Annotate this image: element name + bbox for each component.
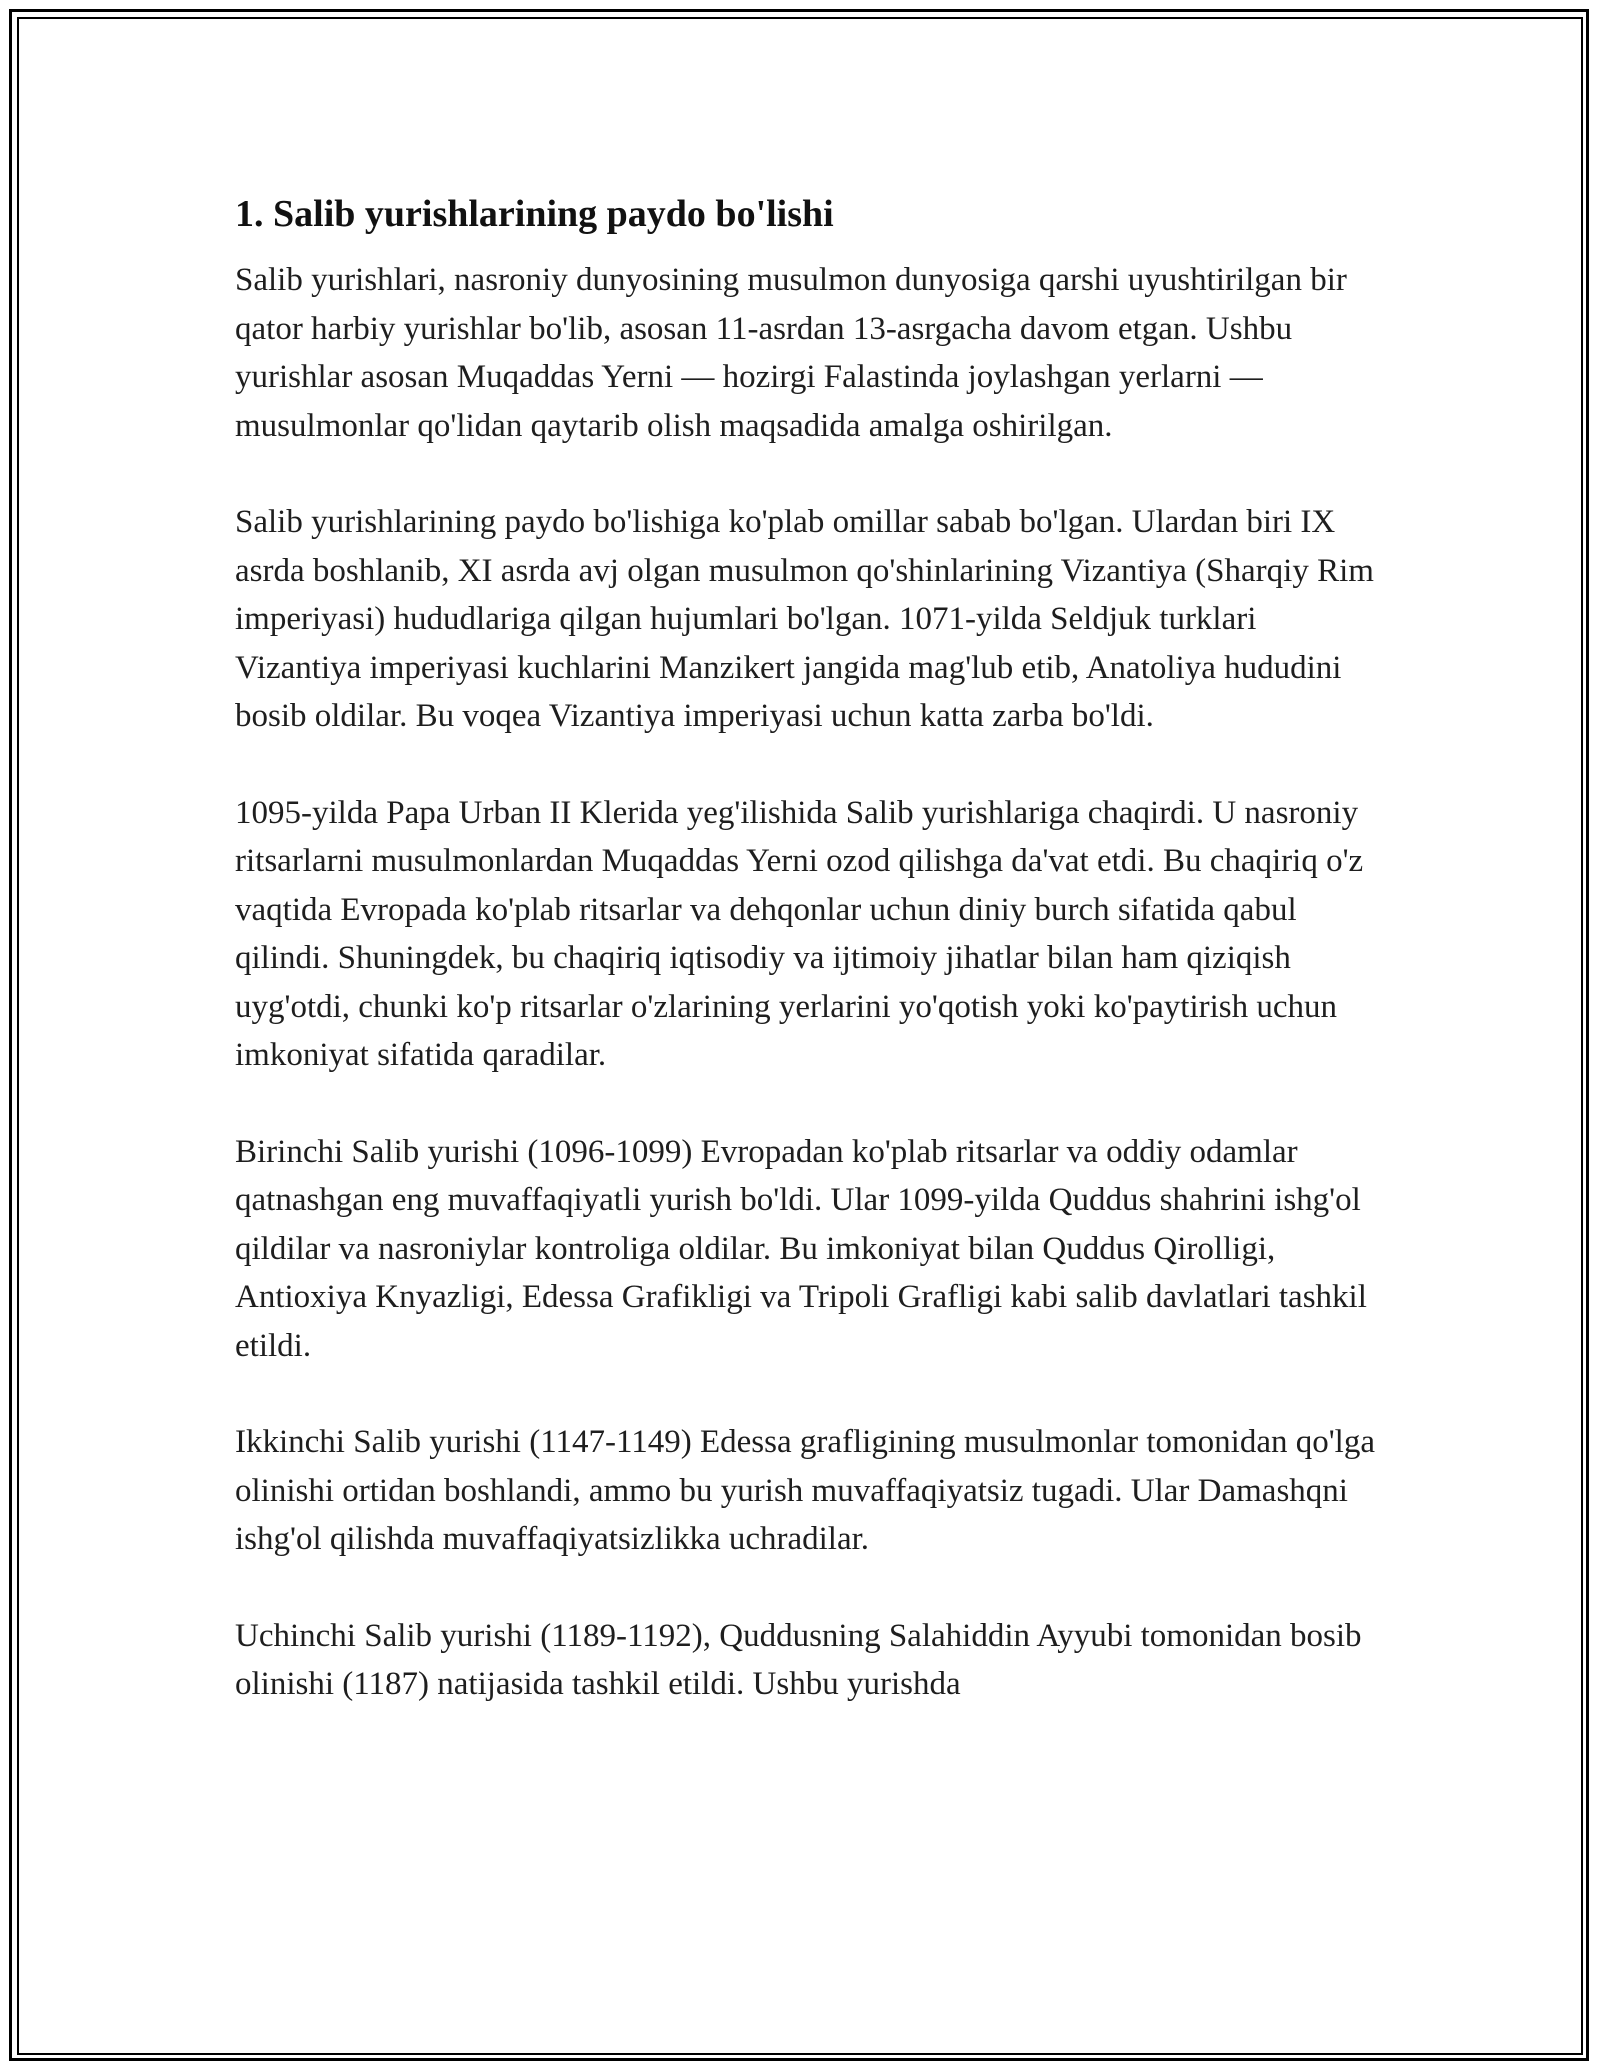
- document-page: [235, 190, 1375, 1757]
- paragraph-5: Ikkinchi Salib yurishi (1147-1149) Edessa grafligining musulmonlar tomonidan qo'lga olinishi ortidan boshlandi, ammo bu yurish muvaffaqiyatsiz tugadi. Ular Damashqni ishg'ol qilishda muvaffaqiyatsizlikka uchradilar.: [235, 1424, 1375, 1557]
- paragraph-4: Birinchi Salib yurishi (1096-1099) Evropadan ko'plab ritsarlar va oddiy odamlar qatnashgan eng muvaffaqiyatli yurish bo'ldi. Ular 1099-yilda Quddus shahrini ishg'ol qildilar va nasroniylar kontroliga oldilar. Bu imkoniyat bilan Quddus Qirolligi, Antioxiya Knyazligi, Edessa Grafikligi va Tripoli Grafligi kabi salib davlatlari tashkil etildi.: [235, 1133, 1367, 1364]
- paragraph-6: Uchinchi Salib yurishi (1189-1192), Quddusning Salahiddin Ayyubi tomonidan bosib olinishi (1187) natijasida tashkil etildi. Ushbu yurishda: [235, 1617, 1362, 1702]
- paragraph-1: Salib yurishlari, nasroniy dunyosining musulmon dunyosiga qarshi uyushtirilgan bir qator harbiy yurishlar bo'lib, asosan 11-asrdan 13-asrgacha davom etgan. Ushbu yurishlar asosan Muqaddas Yerni — hozirgi Falastinda joylashgan yerlarni — musulmonlar qo'lidan qaytarib olish maqsadida amalga oshirilgan.: [235, 262, 1347, 444]
- paragraph-3: 1095-yilda Papa Urban II Klerida yeg'ilishida Salib yurishlariga chaqirdi. U nasroniy ritsarlarni musulmonlardan Muqaddas Yerni ozod qilishga da'vat etdi. Bu chaqiriq o'z vaqtida Evropada ko'plab ritsarlar va dehqonlar uchun diniy burch sifatida qabul qilindi. Shuningdek, bu chaqiriq iqtisodiy va ijtimoiy jihatlar bilan ham qiziqish uyg'otdi, chunki ko'p ritsarlar o'zlarining yerlarini yo'qotish yoki ko'paytirish uchun imkoniyat sifatida qaradilar.: [235, 794, 1364, 1073]
- section-heading: 1. Salib yurishlarining paydo bo'lishi: [235, 193, 834, 235]
- paragraph-2: Salib yurishlarining paydo bo'lishiga ko'plab omillar sabab bo'lgan. Ulardan biri IX asrda boshlanib, XI asrda avj olgan musulmon qo'shinlarining Vizantiya (Sharqiy Rim imperiyasi) hududlariga qilgan hujumlari bo'lgan. 1071-yilda Seldjuk turklari Vizantiya imperiyasi kuchlarini Manzikert jangida mag'lub etib, Anatoliya hududini bosib oldilar. Bu voqea Vizantiya imperiyasi uchun katta zarba bo'ldi.: [235, 504, 1374, 734]
